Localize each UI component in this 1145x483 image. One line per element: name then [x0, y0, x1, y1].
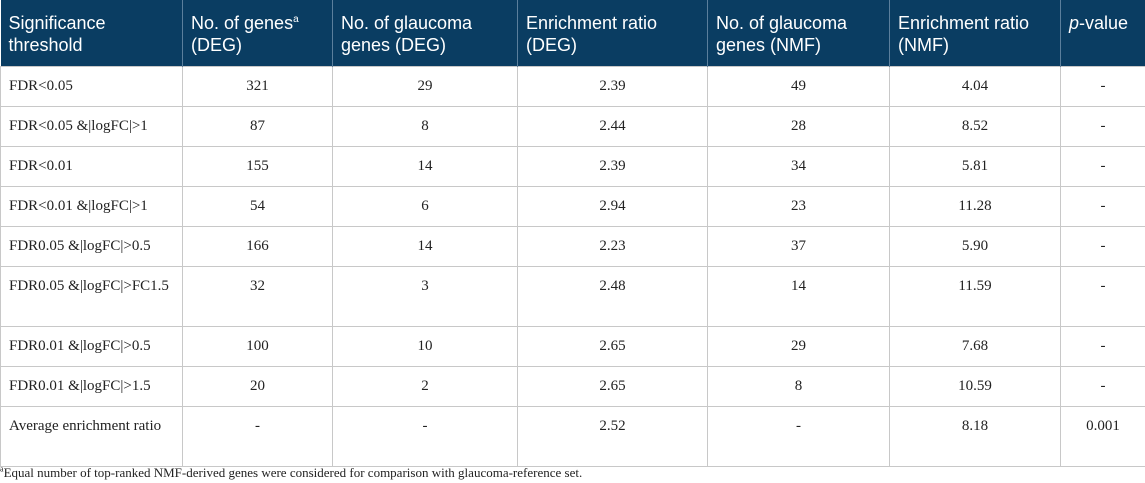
cell-p-value: -: [1061, 267, 1145, 327]
cell-glaucoma-genes-deg: 29: [333, 67, 518, 107]
footnote-marker: a: [0, 464, 4, 474]
cell-enrichment-ratio-nmf: 11.59: [890, 267, 1061, 327]
table-row: [1, 67, 1145, 107]
cell-threshold: FDR0.01 &|logFC|>0.5: [1, 327, 183, 367]
cell-genes-deg: -: [183, 407, 333, 467]
header-glaucoma-genes-nmf: No. of glaucoma genes (NMF): [708, 0, 890, 67]
cell-enrichment-ratio-deg: 2.23: [518, 227, 708, 267]
cell-genes-deg: 32: [183, 267, 333, 327]
cell-p-value: -: [1061, 147, 1145, 187]
cell-enrichment-ratio-nmf: 11.28: [890, 187, 1061, 227]
cell-enrichment-ratio-deg: 2.65: [518, 327, 708, 367]
cell-enrichment-ratio-deg: 2.44: [518, 107, 708, 147]
cell-genes-deg: 20: [183, 367, 333, 407]
cell-enrichment-ratio-deg: 2.94: [518, 187, 708, 227]
cell-enrichment-ratio-nmf: 10.59: [890, 367, 1061, 407]
table-row: [1, 407, 1145, 467]
header-glaucoma-genes-deg: No. of glaucoma genes (DEG): [333, 0, 518, 67]
cell-glaucoma-genes-deg: 8: [333, 107, 518, 147]
cell-p-value: -: [1061, 67, 1145, 107]
cell-glaucoma-genes-deg: 14: [333, 147, 518, 187]
table-body: [1, 67, 1145, 467]
cell-threshold: FDR<0.01: [1, 147, 183, 187]
header-enrichment-ratio-deg: Enrichment ratio (DEG): [518, 0, 708, 67]
header-row: [1, 0, 1145, 67]
cell-glaucoma-genes-nmf: 14: [708, 267, 890, 327]
cell-glaucoma-genes-nmf: 34: [708, 147, 890, 187]
cell-enrichment-ratio-deg: 2.39: [518, 67, 708, 107]
cell-glaucoma-genes-deg: 14: [333, 227, 518, 267]
cell-glaucoma-genes-deg: 6: [333, 187, 518, 227]
cell-glaucoma-genes-nmf: 23: [708, 187, 890, 227]
cell-glaucoma-genes-nmf: 49: [708, 67, 890, 107]
cell-enrichment-ratio-nmf: 5.90: [890, 227, 1061, 267]
table-row: [1, 187, 1145, 227]
cell-glaucoma-genes-nmf: 37: [708, 227, 890, 267]
table-row: [1, 107, 1145, 147]
cell-p-value: -: [1061, 227, 1145, 267]
table-footnote: $^a$Equal number of top-ranked NMF-derived genes were considered for comparison with glaucoma-reference set.: [0, 464, 583, 480]
table-row: [1, 227, 1145, 267]
cell-enrichment-ratio-nmf: 8.18: [890, 407, 1061, 467]
cell-genes-deg: 155: [183, 147, 333, 187]
cell-p-value: -: [1061, 107, 1145, 147]
cell-enrichment-ratio-nmf: 8.52: [890, 107, 1061, 147]
header-p-value: p-value: [1061, 0, 1145, 67]
cell-threshold: FDR<0.01 &|logFC|>1: [1, 187, 183, 227]
cell-threshold: FDR0.05 &|logFC|>0.5: [1, 227, 183, 267]
cell-glaucoma-genes-deg: 3: [333, 267, 518, 327]
cell-enrichment-ratio-deg: 2.52: [518, 407, 708, 467]
cell-glaucoma-genes-nmf: 8: [708, 367, 890, 407]
cell-threshold: FDR0.01 &|logFC|>1.5: [1, 367, 183, 407]
cell-enrichment-ratio-deg: 2.39: [518, 147, 708, 187]
cell-p-value: -: [1061, 187, 1145, 227]
cell-glaucoma-genes-nmf: 28: [708, 107, 890, 147]
cell-genes-deg: 321: [183, 67, 333, 107]
cell-threshold: Average enrichment ratio: [1, 407, 183, 467]
cell-enrichment-ratio-deg: 2.65: [518, 367, 708, 407]
cell-p-value: -: [1061, 327, 1145, 367]
cell-genes-deg: 54: [183, 187, 333, 227]
cell-threshold: FDR<0.05: [1, 67, 183, 107]
cell-p-value: 0.001: [1061, 407, 1145, 467]
cell-glaucoma-genes-deg: 2: [333, 367, 518, 407]
header-enrichment-ratio-nmf: Enrichment ratio (NMF): [890, 0, 1061, 67]
cell-glaucoma-genes-nmf: -: [708, 407, 890, 467]
table-header: [1, 0, 1145, 67]
cell-enrichment-ratio-nmf: 7.68: [890, 327, 1061, 367]
cell-enrichment-ratio-deg: 2.48: [518, 267, 708, 327]
header-no-of-genes: No. of genes$^a$ (DEG): [183, 0, 333, 67]
cell-enrichment-ratio-nmf: 4.04: [890, 67, 1061, 107]
table-row: [1, 327, 1145, 367]
cell-glaucoma-genes-deg: -: [333, 407, 518, 467]
cell-glaucoma-genes-deg: 10: [333, 327, 518, 367]
table-row: [1, 367, 1145, 407]
table-row: [1, 147, 1145, 187]
cell-genes-deg: 166: [183, 227, 333, 267]
cell-p-value: -: [1061, 367, 1145, 407]
cell-genes-deg: 100: [183, 327, 333, 367]
cell-enrichment-ratio-nmf: 5.81: [890, 147, 1061, 187]
table-row: [1, 267, 1145, 327]
cell-threshold: FDR<0.05 &|logFC|>1: [1, 107, 183, 147]
cell-glaucoma-genes-nmf: 29: [708, 327, 890, 367]
header-footnote-marker: a: [293, 14, 299, 25]
header-significance-threshold: Significance threshold: [1, 0, 183, 67]
cell-threshold: FDR0.05 &|logFC|>FC1.5: [1, 267, 183, 327]
cell-genes-deg: 87: [183, 107, 333, 147]
